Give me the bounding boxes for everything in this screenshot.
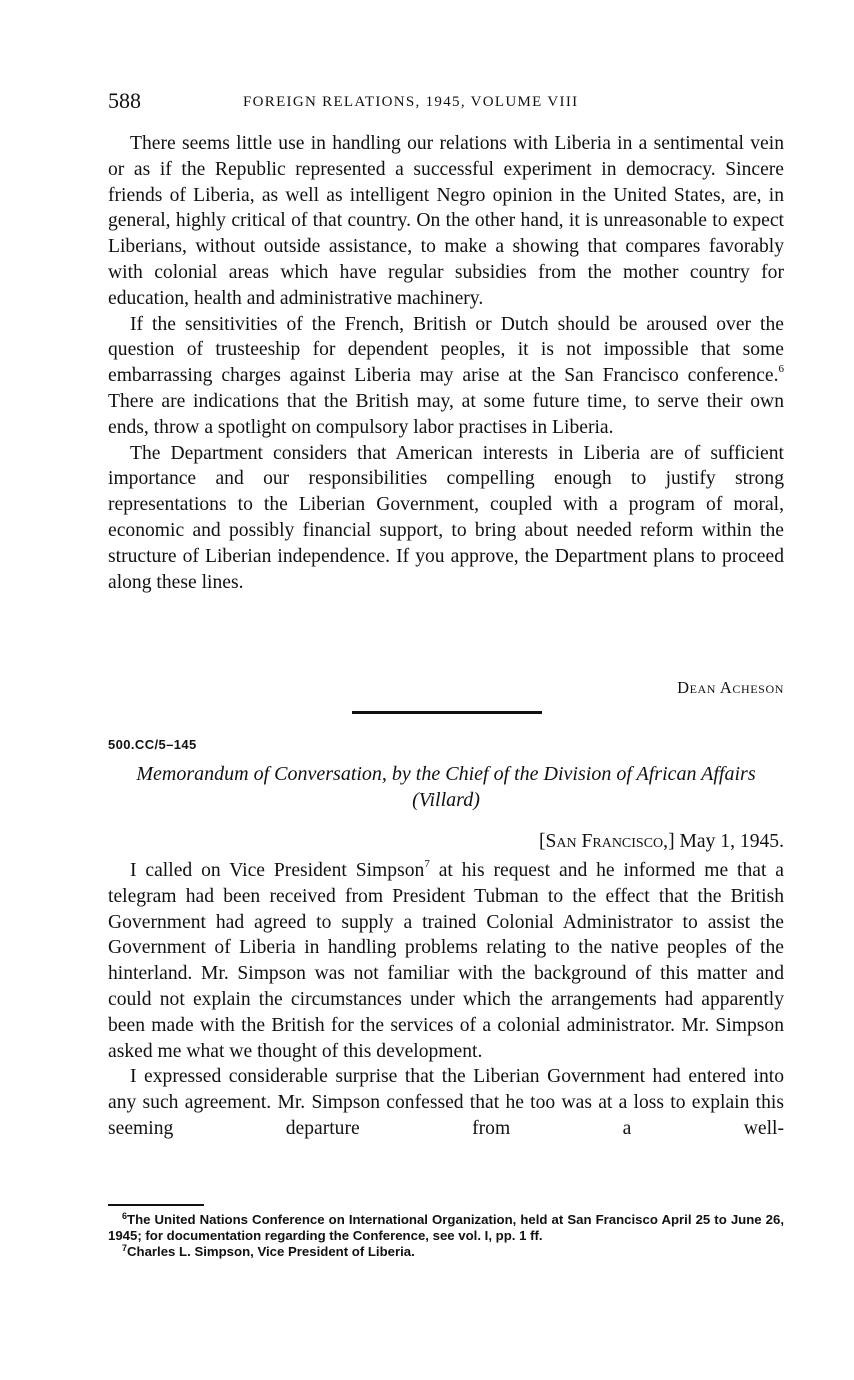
running-head: FOREIGN RELATIONS, 1945, VOLUME VIII: [243, 94, 579, 110]
memo-title: Memorandum of Conversation, by the Chief of the Division of African Affairs (Villard): [136, 763, 756, 811]
footnote-text: The United Nations Conference on International Organization, held at San Francisco April 25 to June 26, 1945; for documentation regarding the Conference, see vol. I, pp. 1 ff.: [108, 1212, 784, 1243]
paragraph-3: [108, 441, 784, 596]
first-document-body: [108, 131, 784, 595]
footnote-ref-6[interactable]: 6: [778, 363, 784, 376]
footnote-6: [108, 1212, 784, 1244]
footnote-7: [108, 1244, 784, 1260]
dateline-place: [San Francisco,]: [538, 831, 675, 852]
second-document-body: [108, 858, 784, 1142]
paragraph-2: [108, 312, 784, 441]
paragraph-5: [108, 1064, 784, 1141]
footnote-ref-7[interactable]: 7: [424, 858, 430, 870]
paragraph-text: I called on Vice President Simpson: [130, 860, 425, 881]
footnote-text: Charles L. Simpson, Vice President of Liberia.: [127, 1244, 415, 1259]
footnote-divider: [108, 1204, 204, 1206]
footnotes: [108, 1212, 784, 1260]
dateline: [539, 829, 784, 855]
dateline-date: May 1, 1945.: [674, 831, 784, 852]
footnote-marker: 6: [122, 1211, 128, 1221]
paragraph-4: [108, 858, 784, 1064]
paragraph-text: I expressed considerable surprise that the Liberian Government had entered into any such agreement. Mr. Simpson confessed that he too was at a loss to explain this seeming departure from a well-: [108, 1066, 784, 1139]
signature: Dean Acheson: [677, 678, 784, 697]
paragraph-text: There seems little use in handling our relations with Liberia in a sentimental vein or as if the Republic represented a successful experiment in democracy. Sincere friends of Liberia, as well as intelligent Negro opinion in the United States, are, in general, highly critical of that country. On the other hand, it is unreasonable to expect Liberians, without outside assistance, to make a showing that compares favorably with colonial areas which have regular subsidies from the mother country for education, health and administrative machinery.: [108, 133, 784, 309]
file-reference: 500.CC/5–145: [108, 737, 197, 752]
page-number: 588: [108, 88, 141, 113]
paragraph-text: There are indications that the British may, at some future time, to serve their own ends, throw a spotlight on compulsory labor practises in Liberia.: [108, 390, 784, 438]
paragraph-text: at his request and he informed me that a telegram had been received from President Tubman to the effect that the British Government had agreed to supply a trained Colonial Administrator to assist the Government of Liberia in handling problems relating to the native peoples of the hinterland. Mr. Simpson was not familiar with the background of this matter and could not explain the circumstances under which the arrangements had apparently been made with the British for the services of a colonial administrator. Mr. Simpson asked me what we thought of this development.: [108, 860, 784, 1062]
paragraph-text: The Department considers that American interests in Liberia are of sufficient importance and our responsibilities compelling enough to justify strong representations to the Liberian Government, coupled with a program of moral, economic and possibly financial support, to bring about needed reform within the structure of Liberian independence. If you approve, the Department plans to proceed along these lines.: [108, 442, 784, 593]
paragraph-text: If the sensitivities of the French, British or Dutch should be aroused over the question of trusteeship for dependent peoples, it is not impossible that some embarrassing charges against Liberia may arise at the San Francisco conference.: [108, 313, 784, 387]
section-divider: [352, 711, 542, 714]
paragraph-1: [108, 131, 784, 312]
footnote-marker: 7: [122, 1243, 128, 1253]
page-header: [108, 88, 784, 114]
